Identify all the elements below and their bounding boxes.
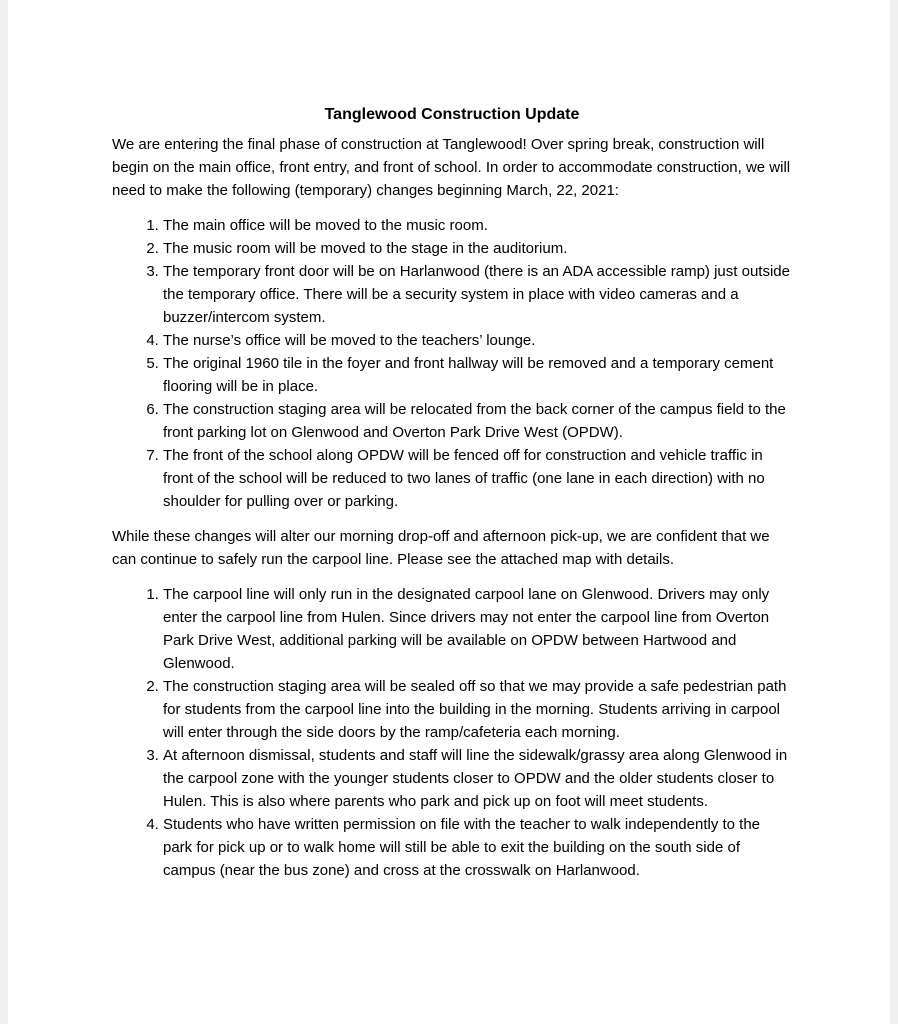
carpool-list — [112, 583, 792, 882]
intro-paragraph: We are entering the final phase of construction at Tanglewood! Over spring break, construction will begin on the main office, front entry, and front of school. In order to accommodate construction, we will need to make the following (temporary) changes beginning March, 22, 2021: — [112, 136, 791, 199]
list-item: 1. The main office will be moved to the music room. — [163, 214, 792, 237]
list-item: 2. The construction staging area will be sealed off so that we may provide a safe pedestrian path for students from the carpool line into the building in the morning. Students arriving in carpool will enter through the side doors by the ramp/cafeteria each morning. — [163, 675, 792, 744]
list-item: 3. At afternoon dismissal, students and staff will line the sidewalk/grassy area along Glenwood in the carpool zone with the younger students closer to OPDW and the older students closer to Hulen. This is also where parents who park and pick up on foot will meet students. — [163, 744, 792, 813]
list-item: 4. The nurse’s office will be moved to the teachers’ lounge. — [163, 329, 792, 352]
list-item: 3. The temporary front door will be on Harlanwood (there is an ADA accessible ramp) just outside the temporary office. There will be a security system in place with video cameras and a buzzer/intercom system. — [163, 260, 792, 329]
list-item: 6. The construction staging area will be relocated from the back corner of the campus field to the front parking lot on Glenwood and Overton Park Drive West (OPDW). — [163, 398, 792, 444]
document-body — [112, 103, 792, 894]
list-item: 7. The front of the school along OPDW will be fenced off for construction and vehicle traffic in front of the school will be reduced to two lanes of traffic (one lane in each direction) with no shoulder for pulling over or parking. — [163, 444, 792, 513]
changes-list — [112, 214, 792, 513]
carpool-intro-paragraph: While these changes will alter our morning drop-off and afternoon pick-up, we are confident that we can continue to safely run the carpool line. Please see the attached map with details. — [112, 528, 770, 568]
document-title: Tanglewood Construction Update — [324, 106, 580, 123]
document-page — [8, 0, 890, 1024]
list-item: 2. The music room will be moved to the stage in the auditorium. — [163, 237, 792, 260]
list-item: 5. The original 1960 tile in the foyer and front hallway will be removed and a temporary cement flooring will be in place. — [163, 352, 792, 398]
list-item: 1. The carpool line will only run in the designated carpool lane on Glenwood. Drivers may only enter the carpool line from Hulen. Since drivers may not enter the carpool line from Overton Park Drive West, additional parking will be available on OPDW between Hartwood and Glenwood. — [163, 583, 792, 675]
list-item: 4. Students who have written permission on file with the teacher to walk independently to the park for pick up or to walk home will still be able to exit the building on the south side of campus (near the bus zone) and cross at the crosswalk on Harlanwood. — [163, 813, 792, 882]
